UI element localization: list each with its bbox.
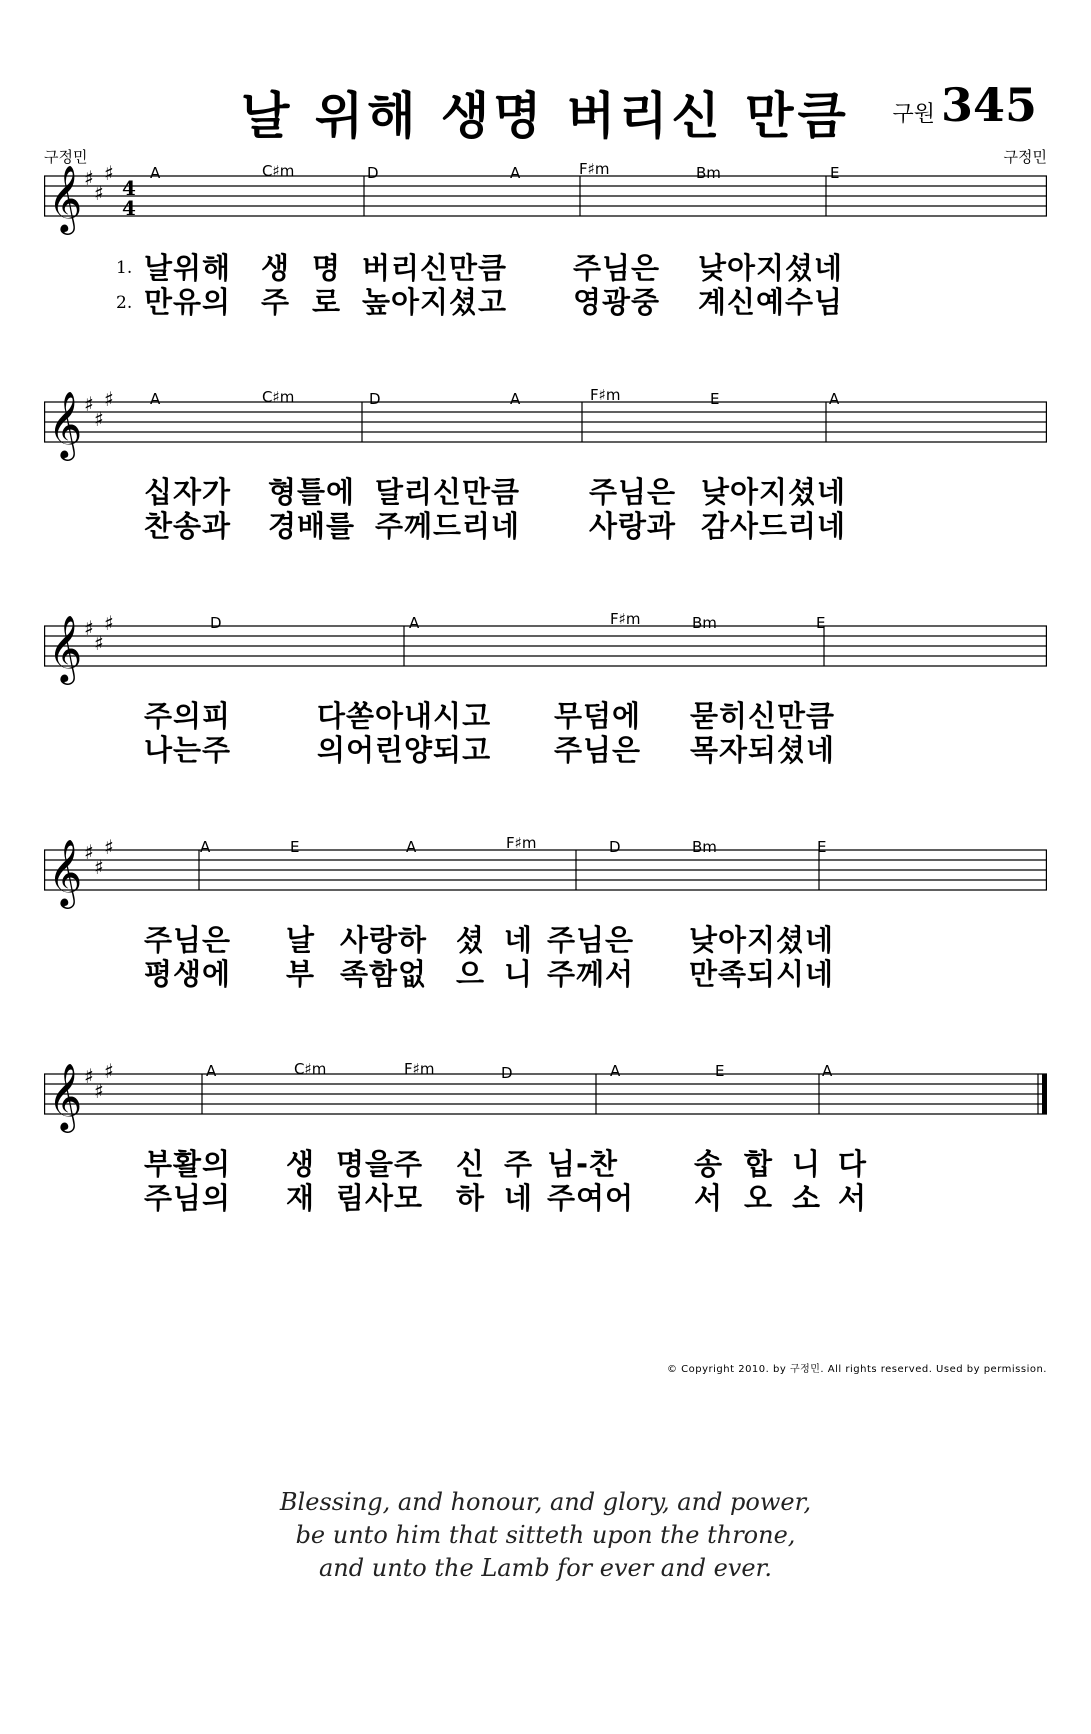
chord-symbol: A xyxy=(829,390,840,408)
music-system-4 xyxy=(44,836,1047,1036)
lyric: 합 xyxy=(744,1147,774,1181)
chord-symbol: Bm xyxy=(696,164,721,182)
lyric: 신 xyxy=(456,1147,486,1181)
lyric: 버리신만큼 xyxy=(362,251,508,285)
sharp-icon: ♯ xyxy=(94,1079,104,1103)
lyric: 찬송과 xyxy=(144,509,232,543)
chord-symbol: E xyxy=(817,838,827,856)
copyright-notice: © Copyright 2010. by 구정민. All rights reserved. Used by permission. xyxy=(666,1364,1047,1375)
lyricist: 구정민 xyxy=(44,148,88,166)
chord-symbol: A xyxy=(610,1062,621,1080)
chord-symbol: E xyxy=(290,838,300,856)
lyric: 낮아지셨네 xyxy=(698,251,844,285)
staff xyxy=(44,836,1047,906)
lyric: 네 xyxy=(504,1181,534,1215)
lyric: 로 xyxy=(312,285,342,319)
lyric: 만족되시네 xyxy=(689,957,835,991)
chord-symbol: F♯m xyxy=(590,386,621,404)
lyric: 부 xyxy=(286,957,316,991)
sharp-icon: ♯ xyxy=(104,1059,114,1083)
chord-symbol: F♯m xyxy=(610,610,641,628)
hymn-number-value: 345 xyxy=(940,78,1037,132)
lyric: 날 xyxy=(286,923,316,957)
lyric: 주의피 xyxy=(144,699,232,733)
chord-symbol: C♯m xyxy=(294,1060,327,1078)
lyric: 사랑하 xyxy=(340,923,428,957)
chord-symbol: E xyxy=(715,1062,725,1080)
staff xyxy=(44,162,1047,232)
lyric: 주님은 xyxy=(144,923,232,957)
quote-line: Blessing, and honour, and glory, and power, xyxy=(279,1488,812,1516)
chord-symbol: D xyxy=(609,838,621,856)
hymn-title: 날 위해 생명 버리신 만큼 xyxy=(241,87,850,145)
treble-clef-icon: 𝄞 xyxy=(48,390,83,458)
chord-symbol: A xyxy=(510,390,521,408)
music-system-5 xyxy=(44,1060,1047,1260)
lyric: 송 xyxy=(694,1147,724,1181)
lyric: 부활의 xyxy=(144,1147,232,1181)
scripture-quote xyxy=(0,1486,1091,1585)
chord-symbol: A xyxy=(822,1062,833,1080)
lyric: 주님은 xyxy=(554,733,642,767)
lyric: 감사드리네 xyxy=(701,509,847,543)
lyric: 주님은 xyxy=(547,923,635,957)
music-system-3 xyxy=(44,612,1047,812)
lyric: 생 xyxy=(286,1147,316,1181)
lyric: 생 xyxy=(261,251,291,285)
sharp-icon: ♯ xyxy=(104,387,114,411)
sharp-icon: ♯ xyxy=(94,181,104,205)
quote-line: be unto him that sitteth upon the throne, xyxy=(295,1521,796,1549)
chord-symbol: Bm xyxy=(692,838,717,856)
lyric: 계신예수님 xyxy=(698,285,844,319)
sharp-icon: ♯ xyxy=(104,161,114,185)
lyric: 주 xyxy=(504,1147,534,1181)
lyric: 의어린양되고 xyxy=(317,733,492,767)
chord-symbol: D xyxy=(369,390,381,408)
lyric: 목자되셨네 xyxy=(690,733,836,767)
sharp-icon: ♯ xyxy=(84,616,94,640)
lyric: 다 xyxy=(838,1147,868,1181)
lyric: 으 xyxy=(456,957,486,991)
chord-symbol: A xyxy=(510,164,521,182)
staff xyxy=(44,1060,1047,1130)
svg-text:4: 4 xyxy=(122,196,136,220)
lyric: 님-찬 xyxy=(547,1147,619,1181)
sharp-icon: ♯ xyxy=(104,611,114,635)
sharp-icon: ♯ xyxy=(84,392,94,416)
lyric: 낮아지셨네 xyxy=(689,923,835,957)
staff xyxy=(44,612,1047,682)
chord-symbol: D xyxy=(367,164,379,182)
chord-symbol: F♯m xyxy=(506,834,537,852)
lyric: 높아지셨고 xyxy=(362,285,508,319)
sharp-icon: ♯ xyxy=(94,407,104,431)
treble-clef-icon: 𝄞 xyxy=(48,838,83,906)
lyric: 십자가 xyxy=(144,475,232,509)
chord-symbol: A xyxy=(150,390,161,408)
lyric: 주 xyxy=(261,285,291,319)
chord-symbol: C♯m xyxy=(262,162,295,180)
lyric: 형틀에 xyxy=(268,475,356,509)
treble-clef-icon: 𝄞 xyxy=(48,164,83,232)
chord-symbol: E xyxy=(816,614,826,632)
sharp-icon: ♯ xyxy=(94,631,104,655)
lyric: 주여어 xyxy=(547,1181,635,1215)
svg-text:4: 4 xyxy=(122,176,136,200)
lyric: 서 xyxy=(838,1181,868,1215)
chord-symbol: A xyxy=(406,838,417,856)
lyric: 셨 xyxy=(456,923,486,957)
lyric: 나는주 xyxy=(144,733,232,767)
sharp-icon: ♯ xyxy=(94,855,104,879)
chord-symbol: F♯m xyxy=(404,1060,435,1078)
chord-symbol: E xyxy=(830,164,840,182)
verse-number: 1. xyxy=(116,258,133,278)
lyric: 오 xyxy=(744,1181,774,1215)
lyric: 달리신만큼 xyxy=(375,475,521,509)
staff xyxy=(44,388,1047,458)
lyric: 묻히신만큼 xyxy=(690,699,836,733)
verse-number: 2. xyxy=(116,293,133,313)
lyric: 네 xyxy=(504,923,534,957)
chord-symbol: Bm xyxy=(692,614,717,632)
chord-symbol: A xyxy=(409,614,420,632)
chord-symbol: D xyxy=(210,614,222,632)
music-system-1 xyxy=(44,162,1047,362)
chord-symbol: A xyxy=(150,164,161,182)
lyric: 니 xyxy=(792,1147,822,1181)
lyric: 소 xyxy=(792,1181,822,1215)
lyric: 족함없 xyxy=(340,957,428,991)
lyric: 림사모 xyxy=(336,1181,424,1215)
lyric: 영광중 xyxy=(573,285,661,319)
lyric: 주께서 xyxy=(547,957,635,991)
chord-symbol: D xyxy=(501,1064,513,1082)
lyric: 만유의 xyxy=(144,285,232,319)
chord-symbol: A xyxy=(200,838,211,856)
lyric: 재 xyxy=(286,1181,316,1215)
sharp-icon: ♯ xyxy=(84,1064,94,1088)
lyric: 주님은 xyxy=(573,251,661,285)
chord-symbol: F♯m xyxy=(579,160,610,178)
hymn-number xyxy=(892,78,1037,132)
lyric: 주께드리네 xyxy=(375,509,521,543)
lyric: 무덤에 xyxy=(554,699,642,733)
lyric: 주님의 xyxy=(144,1181,232,1215)
treble-clef-icon: 𝄞 xyxy=(48,1062,83,1130)
chord-symbol: E xyxy=(710,390,720,408)
sharp-icon: ♯ xyxy=(104,835,114,859)
composer: 구정민 xyxy=(1003,148,1047,166)
quote-line: and unto the Lamb for ever and ever. xyxy=(318,1554,772,1582)
lyric: 주님은 xyxy=(589,475,677,509)
lyric: 니 xyxy=(504,957,534,991)
lyric: 사랑과 xyxy=(589,509,677,543)
chord-symbol: C♯m xyxy=(262,388,295,406)
lyric: 낮아지셨네 xyxy=(701,475,847,509)
lyric: 경배를 xyxy=(268,509,356,543)
lyric: 다쏟아내시고 xyxy=(317,699,492,733)
lyric: 명 xyxy=(312,251,342,285)
lyric: 평생에 xyxy=(144,957,232,991)
sharp-icon: ♯ xyxy=(84,840,94,864)
hymn-number-label: 구원 xyxy=(892,102,935,127)
lyric: 날위해 xyxy=(144,251,232,285)
music-system-2 xyxy=(44,388,1047,588)
treble-clef-icon: 𝄞 xyxy=(48,614,83,682)
lyric: 서 xyxy=(694,1181,724,1215)
sharp-icon: ♯ xyxy=(84,166,94,190)
chord-symbol: A xyxy=(206,1062,217,1080)
lyric: 하 xyxy=(456,1181,486,1215)
lyric: 명을주 xyxy=(336,1147,424,1181)
